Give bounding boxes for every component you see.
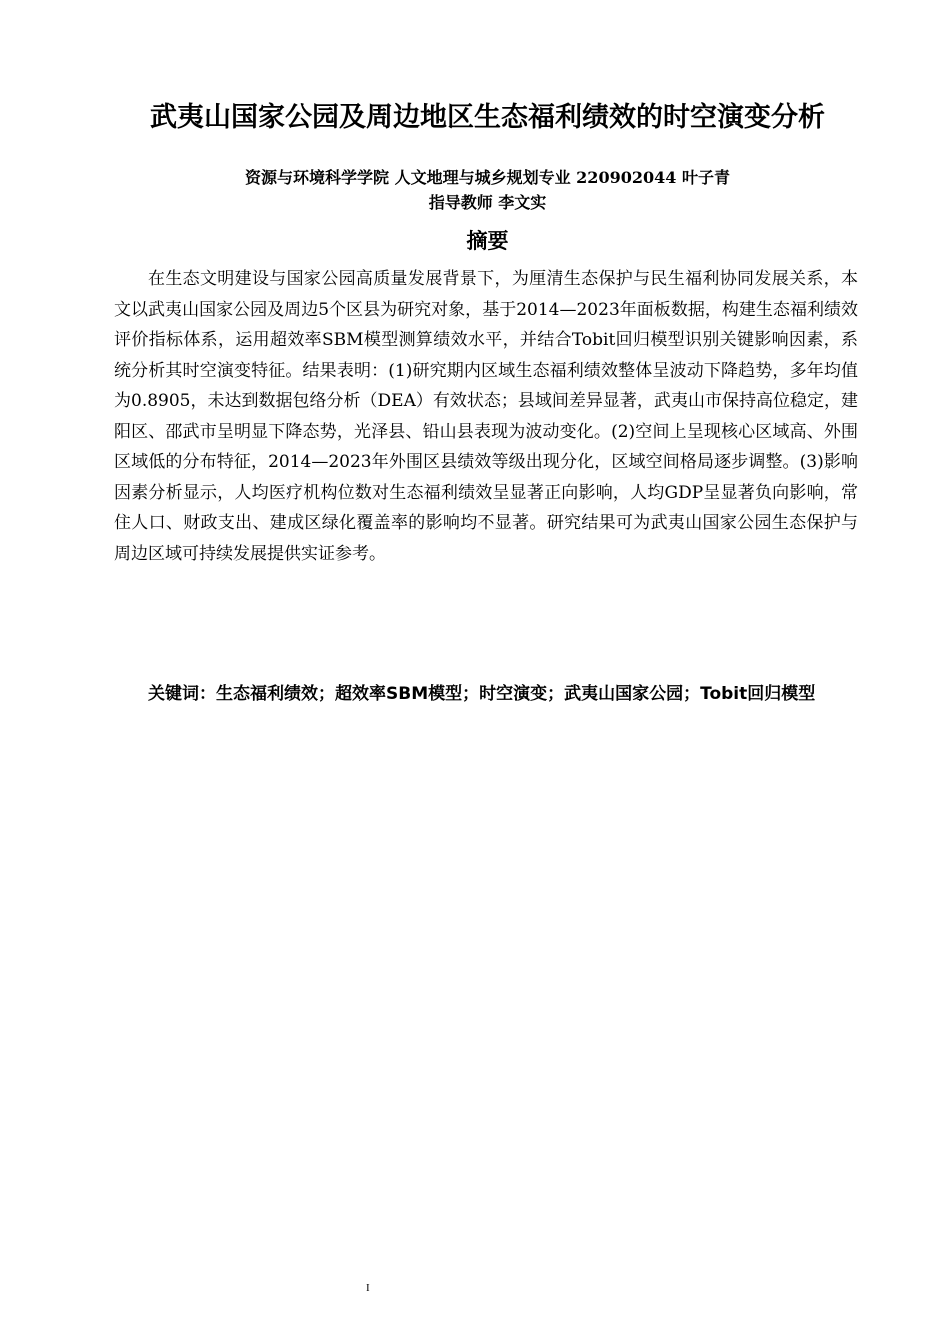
keywords: 关键词：生态福利绩效；超效率SBM模型；时空演变；武夷山国家公园；Tobit回归模型 bbox=[148, 684, 816, 704]
advisor-info: 指导教师 李文实 bbox=[428, 193, 547, 212]
paper-title: 武夷山国家公园及周边地区生态福利绩效的时空演变分析 bbox=[150, 102, 825, 133]
page-number: I bbox=[366, 1282, 370, 1294]
abstract-body: 在生态文明建设与国家公园高质量发展背景下，为厘清生态保护与民生福利协同发展关系，本文以武夷山国家公园及周边5个区县为研究对象，基于2014—2023年面板数据，构建生态福利绩效评价指标体系，运用超效率SBM模型测算绩效水平，并结合Tobit回归模型识别关键影响因素，系统分析其时空演变特征。结果表明：(1)研究期内区域生态福利绩效整体呈波动下降趋势，多年均值为0.8905，未达到数据包络分析（DEA）有效状态；县域间差异显著，武夷山市保持高位稳定，建阳区、邵武市呈明显下降态势，光泽县、铅山县表现为波动变化。(2)空间上呈现核心区域高、外围区域低的分布特征，2014—2023年外围区县绩效等级出现分化，区域空间格局逐步调整。(3)影响因素分析显示，人均医疗机构位数对生态福利绩效呈显著正向影响，人均GDP呈显著负向影响，常住人口、财政支出、建成区绿化覆盖率的影响均不显著。研究结果可为武夷山国家公园生态保护与周边区域可持续发展提供实证参考。 bbox=[114, 269, 858, 564]
author-info: 资源与环境科学学院 人文地理与城乡规划专业 220902044 叶子青 bbox=[245, 168, 730, 187]
abstract-heading: 摘要 bbox=[466, 229, 509, 253]
